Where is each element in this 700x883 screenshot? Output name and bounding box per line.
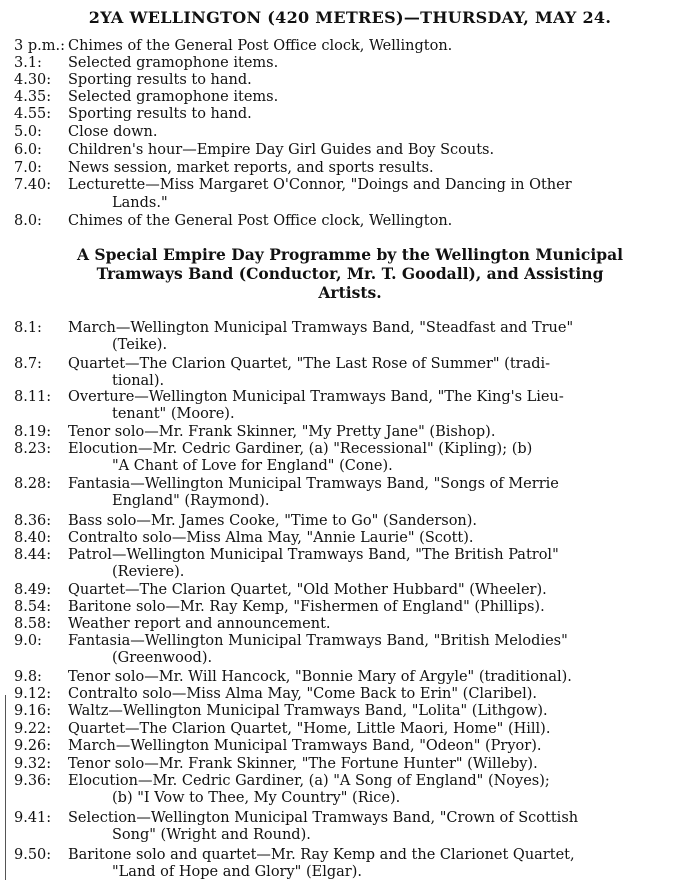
special-heading-line: Artists. (318, 283, 382, 302)
schedule-entry (0, 810, 700, 827)
entry-text: Quartet—The Clarion Quartet, "The Last Rose of Summer" (tradi- (68, 356, 551, 372)
schedule-entry (0, 669, 700, 686)
entry-text: (b) "I Vow to Thee, My Country" (Rice). (112, 790, 401, 806)
schedule-entry (0, 513, 700, 530)
entry-text: Chimes of the General Post Office clock, Wellington. (68, 213, 453, 229)
entry-text: (Greenwood). (112, 650, 213, 666)
entry-time: 9.16: (14, 703, 52, 719)
entry-text: Selection—Wellington Municipal Tramways Band, "Crown of Scottish (68, 810, 579, 826)
entry-text: Lecturette—Miss Margaret O'Connor, "Doings and Dancing in Other (68, 177, 572, 193)
entry-text: Lands." (112, 195, 168, 211)
entry-text: Elocution—Mr. Cedric Gardiner, (a) "Recessional" (Kipling); (b) (68, 441, 533, 457)
entry-text: Baritone solo and quartet—Mr. Ray Kemp and the Clarionet Quartet, (68, 847, 575, 863)
schedule-entry (0, 389, 700, 406)
schedule-entry (0, 441, 700, 458)
schedule-entry-continuation (0, 337, 700, 354)
schedule-entry (0, 476, 700, 493)
entry-time: 4.30: (14, 72, 52, 88)
entry-text: Sporting results to hand. (68, 72, 252, 88)
entry-time: 9.32: (14, 756, 52, 772)
entry-time: 9.41: (14, 810, 52, 826)
entry-text: Fantasia—Wellington Municipal Tramways Band, "British Melodies" (68, 633, 568, 649)
entry-text: Waltz—Wellington Municipal Tramways Band, "Lolita" (Lithgow). (68, 703, 548, 719)
entry-time: 4.55: (14, 106, 52, 122)
schedule-entry (0, 599, 700, 616)
entry-time: 8.36: (14, 513, 52, 529)
entry-text: England" (Raymond). (112, 493, 270, 509)
entry-text: March—Wellington Municipal Tramways Band, "Steadfast and True" (68, 320, 574, 336)
entry-text: Contralto solo—Miss Alma May, "Annie Laurie" (Scott). (68, 530, 474, 546)
entry-time: 9.26: (14, 738, 52, 754)
entry-text: Overture—Wellington Municipal Tramways Band, "The King's Lieu- (68, 389, 564, 405)
schedule-entry (0, 703, 700, 720)
entry-text: (Reviere). (112, 564, 185, 580)
entry-text: Children's hour—Empire Day Girl Guides and Boy Scouts. (68, 142, 495, 158)
entry-time: 3 p.m.: (14, 38, 65, 54)
schedule-entry (0, 738, 700, 755)
entry-text: Fantasia—Wellington Municipal Tramways Band, "Songs of Merrie (68, 476, 559, 492)
entry-time: 7.40: (14, 177, 52, 193)
schedule-entry (0, 547, 700, 564)
schedule-entry-continuation (0, 827, 700, 844)
entry-time: 8.19: (14, 424, 52, 440)
page-title: 2YA WELLINGTON (420 METRES)—THURSDAY, MAY 24. (88, 8, 612, 27)
schedule-entry (0, 89, 700, 106)
special-heading-line: Tramways Band (Conductor, Mr. T. Goodall), and Assisting (96, 264, 604, 283)
entry-time: 8.23: (14, 441, 52, 457)
entry-text: Baritone solo—Mr. Ray Kemp, "Fishermen of England" (Phillips). (68, 599, 545, 615)
entry-time: 6.0: (14, 142, 42, 158)
entry-text: Patrol—Wellington Municipal Tramways Band, "The British Patrol" (68, 547, 559, 563)
entry-text: "A Chant of Love for England" (Cone). (112, 458, 393, 474)
entry-text: Tenor solo—Mr. Frank Skinner, "The Fortune Hunter" (Willeby). (68, 756, 538, 772)
schedule-entry (0, 72, 700, 89)
entry-text: Chimes of the General Post Office clock, Wellington. (68, 38, 453, 54)
entry-text: Selected gramophone items. (68, 55, 279, 71)
schedule-entry-continuation (0, 564, 700, 581)
entry-time: 8.11: (14, 389, 52, 405)
schedule-entry (0, 756, 700, 773)
schedule-entry-continuation (0, 493, 700, 510)
schedule-entry (0, 160, 700, 177)
schedule-entry (0, 142, 700, 159)
entry-time: 9.36: (14, 773, 52, 789)
entry-time: 9.8: (14, 669, 42, 685)
entry-time: 8.40: (14, 530, 52, 546)
entry-text: Elocution—Mr. Cedric Gardiner, (a) "A Song of England" (Noyes); (68, 773, 550, 789)
special-heading-line: A Special Empire Day Programme by the Wellington Municipal (76, 245, 624, 264)
entry-text: News session, market reports, and sports results. (68, 160, 434, 176)
entry-text: Sporting results to hand. (68, 106, 252, 122)
schedule-entry-continuation (0, 195, 700, 212)
entry-time: 7.0: (14, 160, 42, 176)
schedule-entry-continuation (0, 373, 700, 390)
schedule-entry (0, 582, 700, 599)
schedule-entry (0, 686, 700, 703)
entry-text: (Teike). (112, 337, 168, 353)
entry-text: Song" (Wright and Round). (112, 827, 311, 843)
entry-time: 8.7: (14, 356, 42, 372)
schedule-entry-continuation (0, 458, 700, 475)
entry-text: tional). (112, 373, 165, 389)
schedule-entry-continuation (0, 406, 700, 423)
entry-text: Weather report and announcement. (68, 616, 331, 632)
entry-text: March—Wellington Municipal Tramways Band, "Odeon" (Pryor). (68, 738, 542, 754)
schedule-entry (0, 356, 700, 373)
entry-text: Bass solo—Mr. James Cooke, "Time to Go" (Sanderson). (68, 513, 478, 529)
entry-text: Quartet—The Clarion Quartet, "Home, Little Maori, Home" (Hill). (68, 721, 551, 737)
entry-time: 8.0: (14, 213, 42, 229)
entry-time: 9.50: (14, 847, 52, 863)
entry-time: 8.44: (14, 547, 52, 563)
entry-time: 4.35: (14, 89, 52, 105)
entry-text: Selected gramophone items. (68, 89, 279, 105)
entry-text: "Land of Hope and Glory" (Elgar). (112, 864, 362, 880)
schedule-entry-continuation (0, 864, 700, 881)
entry-text: Close down. (68, 124, 158, 140)
column-margin-rule (5, 695, 6, 880)
schedule-entry (0, 424, 700, 441)
schedule-entry (0, 38, 700, 55)
entry-text: Quartet—The Clarion Quartet, "Old Mother Hubbard" (Wheeler). (68, 582, 547, 598)
schedule-entry (0, 124, 700, 141)
entry-time: 8.28: (14, 476, 52, 492)
schedule-entry (0, 616, 700, 633)
schedule-entry (0, 106, 700, 123)
entry-time: 5.0: (14, 124, 42, 140)
entry-time: 9.12: (14, 686, 52, 702)
schedule-entry (0, 721, 700, 738)
entry-text: tenant" (Moore). (112, 406, 235, 422)
entry-time: 8.54: (14, 599, 52, 615)
entry-time: 8.1: (14, 320, 42, 336)
entry-time: 3.1: (14, 55, 42, 71)
entry-text: Tenor solo—Mr. Frank Skinner, "My Pretty Jane" (Bishop). (68, 424, 496, 440)
special-programme-heading (20, 245, 680, 302)
entry-text: Tenor solo—Mr. Will Hancock, "Bonnie Mary of Argyle" (traditional). (68, 669, 572, 685)
schedule-entry (0, 847, 700, 864)
schedule-entry (0, 530, 700, 547)
schedule-entry (0, 633, 700, 650)
entry-time: 8.49: (14, 582, 52, 598)
entry-time: 9.0: (14, 633, 42, 649)
entry-text: Contralto solo—Miss Alma May, "Come Back to Erin" (Claribel). (68, 686, 538, 702)
schedule-entry (0, 320, 700, 337)
schedule-entry (0, 55, 700, 72)
schedule-entry-continuation (0, 650, 700, 667)
schedule-entry (0, 213, 700, 230)
schedule-entry (0, 177, 700, 194)
schedule-entry-continuation (0, 790, 700, 807)
entry-time: 9.22: (14, 721, 52, 737)
entry-time: 8.58: (14, 616, 52, 632)
schedule-entry (0, 773, 700, 790)
